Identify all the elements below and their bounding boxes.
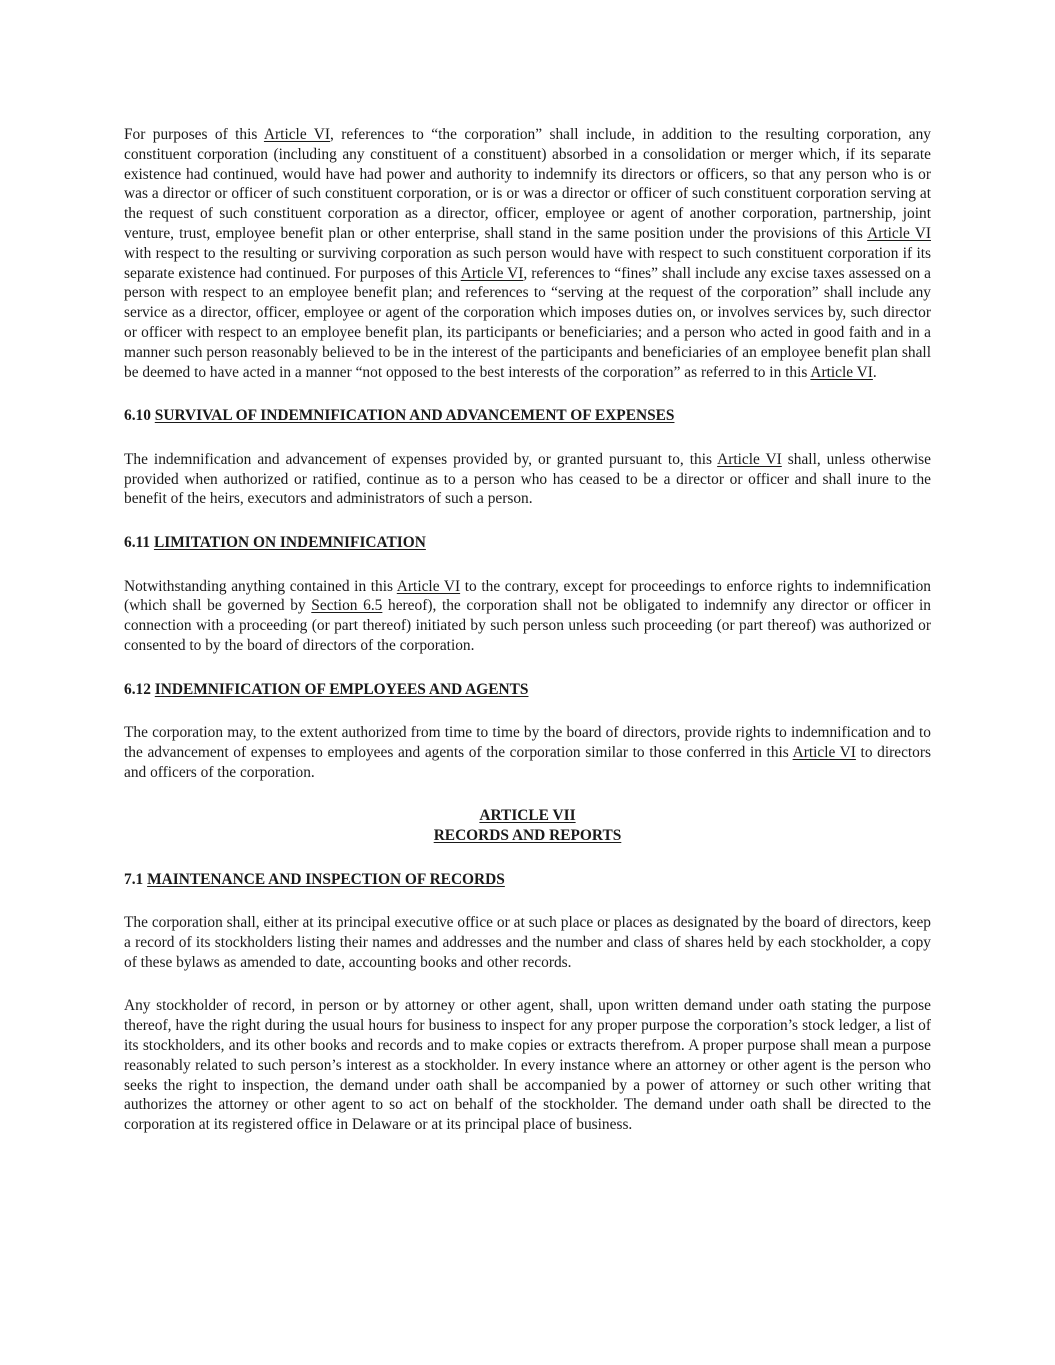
paragraph-constituent-corporation: [124, 125, 931, 382]
text: Notwithstanding anything contained in this: [124, 577, 397, 595]
text: , references to “the corporation” shall include, in addition to the resulting corporation, any constituent corporation (including any constituent of a constituent) absorbed in a consolidation or merger which, if its separate existence had continued, would have had power and authority to indemnify its directors or officers, so that any person who is or was a director or officer of such constituent corporation, or is or was a director or officer of such constituent corporation serving at the request of such constituent corporation as a director, officer, employee or agent of another corporation, partnership, joint venture, trust, employee benefit plan or other enterprise, shall stand in the same position under the provisions of this: [124, 126, 931, 242]
text: , references to “fines” shall include any excise taxes assessed on a person with respect to an employee benefit plan; and references to “serving at the request of the corporation” shall include any service as a director, officer, employee or agent of the corporation which imposes duties on, or involves services by, such director or officer with respect to an employee benefit plan, its participants or beneficiaries; and a person who acted in good faith and in a manner such person reasonably believed to be in the interest of the participants and beneficiaries of an employee benefit plan shall be deemed to have acted in a manner “not opposed to the best interests of the corporation” as referred to in this: [124, 264, 931, 381]
article-vi-reference: Article VI: [792, 743, 856, 761]
section-number: 6.12: [124, 680, 155, 698]
section-title: INDEMNIFICATION OF EMPLOYEES AND AGENTS: [154, 680, 529, 698]
section-6-5-reference: Section 6.5: [311, 597, 383, 615]
paragraph-stockholder-inspection: Any stockholder of record, in person or by attorney or other agent, shall, upon written demand under oath stating the purpose thereof, have the right during the usual hours for business to inspect for any proper purpose the corporation’s stock ledger, a list of its stockholders, and its other books and records and to make copies or extracts therefrom. A proper purpose shall mean a purpose reasonably related to such person’s interest as a stockholder. In every instance where an attorney or other agent is the person who seeks the right to inspection, the demand under oath shall be accompanied by a power of attorney or such other writing that authorizes the attorney or other agent to so act on behalf of the stockholder. The demand under oath shall be directed to the corporation at its registered office in Delaware or at its principal place of business.: [124, 997, 931, 1134]
section-title: SURVIVAL OF INDEMNIFICATION AND ADVANCEMENT OF EXPENSES: [154, 407, 675, 425]
article-vi-reference: Article VI: [867, 224, 931, 242]
text: The indemnification and advancement of expenses provided by, or granted pursuant to, this: [124, 450, 718, 468]
paragraph-survival: [124, 450, 931, 509]
paragraph-records: The corporation shall, either at its principal executive office or at such place or places as designated by the board of directors, keep a record of its stockholders listing their names and addresses and the number and class of shares held by each stockholder, a copy of these bylaws as amended to date, accounting books and other records.: [124, 914, 931, 971]
article-vi-reference: Article VI: [460, 264, 524, 282]
article-title: RECORDS AND REPORTS: [433, 827, 622, 845]
text: hereof), the corporation shall not be obligated to indemnify any director or officer in connection with a proceeding (or part thereof) initiated by such person unless such proceeding (or part thereof) was authorized or consented to by the board of directors of the corporation.: [124, 597, 931, 654]
section-number: 6.10: [124, 407, 155, 425]
section-number: 7.1: [124, 870, 148, 888]
article-vi-reference: Article VI: [263, 126, 331, 143]
paragraph-employees-agents: [124, 723, 931, 782]
text: with respect to the resulting or surviving corporation as such person would have with respect to such constituent corporation if its separate existence had continued. For purposes of this: [124, 244, 931, 282]
paragraph-limitation: [124, 577, 931, 656]
section-title: MAINTENANCE AND INSPECTION OF RECORDS: [147, 870, 505, 888]
text: to the contrary, except for proceedings to enforce rights to indemnification (which shall be governed by: [124, 577, 931, 615]
text: .: [872, 363, 877, 381]
article-vi-reference: Article VI: [717, 450, 782, 468]
article-vi-reference: Article VI: [810, 363, 873, 381]
section-heading-6-12: [124, 680, 931, 700]
article-number: ARTICLE VII: [479, 807, 576, 825]
document-page: [124, 125, 931, 1135]
article-vi-reference: Article VI: [396, 577, 461, 595]
article-heading: [124, 806, 931, 846]
section-number: 6.11: [124, 533, 154, 551]
text: to directors and officers of the corporation.: [124, 743, 931, 781]
section-heading-6-11: [124, 533, 931, 553]
section-heading-6-10: [124, 406, 931, 426]
text: shall, unless otherwise provided when authorized or ratified, continue as to a person who has ceased to be a director or officer and shall inure to the benefit of the heirs, executors and administrators of such a person.: [124, 450, 931, 508]
text: The corporation may, to the extent authorized from time to time by the board of directors, provide rights to indemnification and to the advancement of expenses to employees and agents of the corporation similar to those conferred in this: [124, 724, 931, 761]
section-title: LIMITATION ON INDEMNIFICATION: [153, 533, 426, 551]
text: For purposes of this: [124, 126, 264, 143]
section-heading-7-1: [124, 870, 931, 890]
